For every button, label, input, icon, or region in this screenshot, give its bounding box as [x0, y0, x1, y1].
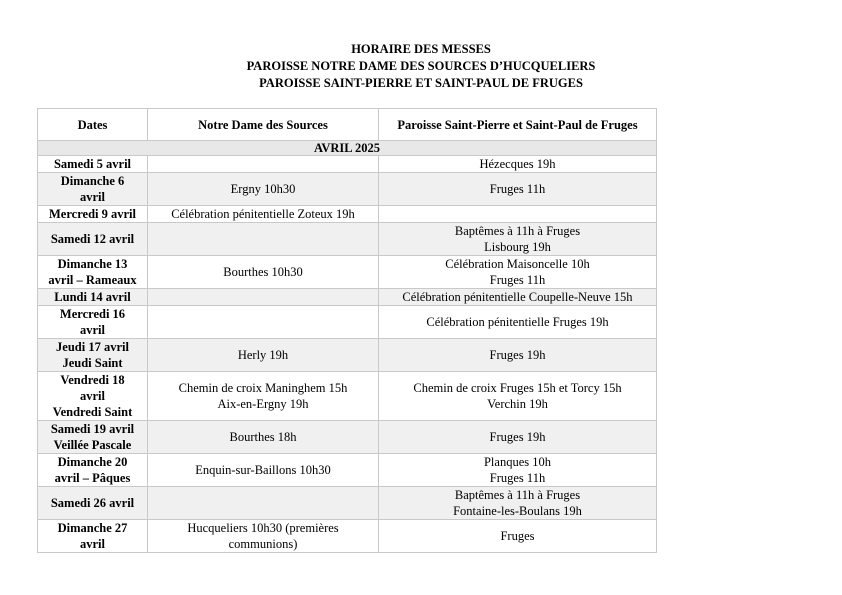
cell-date: [38, 339, 148, 372]
cell-notre-dame-des-sources-line: Bourthes 18h: [229, 430, 297, 444]
cell-date-line: Mercredi 16: [59, 307, 126, 321]
cell-date-line: Samedi 12 avril: [50, 232, 135, 246]
cell-date: [38, 289, 148, 306]
cell-saint-pierre-saint-paul: [379, 173, 657, 206]
cell-date-line: Samedi 19 avril: [50, 422, 135, 436]
header-spp-line: Saint-Paul de Fruges: [525, 117, 638, 132]
cell-date-line: avril – Rameaux: [48, 273, 137, 287]
document-titles: [0, 41, 842, 92]
cell-date-line: Jeudi Saint: [62, 356, 123, 370]
cell-saint-pierre-saint-paul: [379, 520, 657, 553]
cell-notre-dame-des-sources: [148, 256, 379, 289]
cell-notre-dame-des-sources: [148, 339, 379, 372]
cell-saint-pierre-saint-paul-line: Fontaine-les-Boulans 19h: [453, 504, 582, 518]
cell-date: [38, 372, 148, 421]
cell-notre-dame-des-sources: [148, 289, 379, 306]
cell-date-line: Dimanche 6: [60, 174, 125, 188]
table-row: [38, 487, 657, 520]
cell-date-line: Dimanche 20: [57, 455, 128, 469]
header-notre-dame-des-sources: Notre Dame des Sources: [148, 109, 379, 141]
cell-saint-pierre-saint-paul: [379, 306, 657, 339]
month-row: [38, 141, 657, 156]
table-row: [38, 372, 657, 421]
cell-notre-dame-des-sources-line: Enquin-sur-Baillons 10h30: [195, 463, 331, 477]
cell-date: [38, 223, 148, 256]
cell-saint-pierre-saint-paul-line: Célébration pénitentielle Coupelle-Neuve 15h: [402, 290, 633, 304]
cell-notre-dame-des-sources-line: Célébration pénitentielle Zoteux 19h: [171, 207, 355, 221]
cell-saint-pierre-saint-paul-line: Célébration pénitentielle Fruges 19h: [426, 315, 609, 329]
cell-date-line: Veillée Pascale: [53, 438, 132, 452]
cell-date-line: avril: [80, 389, 105, 403]
cell-saint-pierre-saint-paul-line: Fruges 19h: [489, 430, 546, 444]
cell-date: [38, 173, 148, 206]
cell-date-line: avril: [80, 323, 105, 337]
header-spp-line: Paroisse Saint-Pierre et: [397, 117, 523, 132]
cell-notre-dame-des-sources-line: Aix-en-Ergny 19h: [217, 397, 309, 411]
cell-saint-pierre-saint-paul: [379, 339, 657, 372]
cell-date: [38, 156, 148, 173]
cell-saint-pierre-saint-paul-line: Verchin 19h: [487, 397, 548, 411]
cell-saint-pierre-saint-paul-line: Lisbourg 19h: [484, 240, 551, 254]
cell-date: [38, 206, 148, 223]
table-row: [38, 306, 657, 339]
cell-date: [38, 256, 148, 289]
cell-saint-pierre-saint-paul-line: Hézecques 19h: [479, 157, 556, 171]
table-row: [38, 520, 657, 553]
cell-saint-pierre-saint-paul-line: Fruges: [500, 529, 535, 543]
cell-date: [38, 421, 148, 454]
cell-notre-dame-des-sources-line: Ergny 10h30: [230, 182, 296, 196]
mass-schedule-table: [37, 108, 657, 553]
table-row: [38, 206, 657, 223]
cell-date-line: Dimanche 13: [57, 257, 128, 271]
cell-notre-dame-des-sources-line: Chemin de croix Maninghem 15h: [178, 381, 348, 395]
cell-date: [38, 454, 148, 487]
cell-notre-dame-des-sources: [148, 223, 379, 256]
cell-date-line: Vendredi Saint: [52, 405, 133, 419]
cell-date: [38, 487, 148, 520]
cell-saint-pierre-saint-paul: [379, 206, 657, 223]
cell-date: [38, 520, 148, 553]
table-row: [38, 339, 657, 372]
cell-notre-dame-des-sources-line: communions): [228, 537, 298, 551]
cell-date-line: avril: [80, 537, 105, 551]
cell-date-line: Jeudi 17 avril: [56, 340, 129, 354]
cell-notre-dame-des-sources-line: Hucqueliers 10h30 (premières: [187, 521, 339, 535]
cell-saint-pierre-saint-paul: [379, 256, 657, 289]
cell-date: [38, 306, 148, 339]
table-row: [38, 156, 657, 173]
cell-notre-dame-des-sources: [148, 487, 379, 520]
cell-saint-pierre-saint-paul-line: Baptêmes à 11h à Fruges: [454, 488, 581, 502]
cell-saint-pierre-saint-paul-line: Planques 10h: [483, 455, 551, 469]
cell-saint-pierre-saint-paul-line: Chemin de croix Fruges 15h et Torcy 15h: [413, 381, 622, 395]
header-saint-pierre-saint-paul: [379, 109, 657, 141]
cell-date-line: avril: [80, 190, 105, 204]
cell-saint-pierre-saint-paul-line: Fruges 11h: [489, 273, 546, 287]
cell-date-line: Samedi 5 avril: [53, 157, 132, 171]
cell-saint-pierre-saint-paul: [379, 487, 657, 520]
cell-date-line: Samedi 26 avril: [50, 496, 135, 510]
title-parish-nds: PAROISSE NOTRE DAME DES SOURCES D’HUCQUELIERS: [246, 59, 596, 73]
cell-saint-pierre-saint-paul-line: Fruges 11h: [489, 471, 546, 485]
table-row: [38, 173, 657, 206]
cell-notre-dame-des-sources: [148, 520, 379, 553]
cell-notre-dame-des-sources: [148, 206, 379, 223]
cell-saint-pierre-saint-paul: [379, 289, 657, 306]
month-label: AVRIL 2025: [38, 141, 657, 156]
table-row: [38, 256, 657, 289]
cell-saint-pierre-saint-paul: [379, 421, 657, 454]
cell-date-line: avril – Pâques: [54, 471, 131, 485]
cell-saint-pierre-saint-paul: [379, 454, 657, 487]
title-main: HORAIRE DES MESSES: [351, 42, 491, 56]
cell-saint-pierre-saint-paul-line: Baptêmes à 11h à Fruges: [454, 224, 581, 238]
table-row: [38, 454, 657, 487]
cell-saint-pierre-saint-paul-line: Fruges 19h: [489, 348, 546, 362]
cell-date-line: Dimanche 27: [57, 521, 128, 535]
cell-saint-pierre-saint-paul: [379, 223, 657, 256]
table-row: [38, 289, 657, 306]
table-header-row: [38, 109, 657, 141]
cell-saint-pierre-saint-paul-line: Fruges 11h: [489, 182, 546, 196]
table-row: [38, 223, 657, 256]
cell-date-line: Mercredi 9 avril: [48, 207, 136, 221]
cell-notre-dame-des-sources: [148, 454, 379, 487]
table-row: [38, 421, 657, 454]
cell-notre-dame-des-sources: [148, 173, 379, 206]
cell-saint-pierre-saint-paul: [379, 156, 657, 173]
cell-date-line: Vendredi 18: [60, 373, 125, 387]
cell-notre-dame-des-sources: [148, 156, 379, 173]
title-parish-spp: PAROISSE SAINT-PIERRE ET SAINT-PAUL DE FRUGES: [259, 76, 583, 90]
cell-notre-dame-des-sources-line: Herly 19h: [237, 348, 289, 362]
cell-notre-dame-des-sources: [148, 372, 379, 421]
cell-date-line: Lundi 14 avril: [54, 290, 131, 304]
cell-notre-dame-des-sources-line: Bourthes 10h30: [223, 265, 303, 279]
header-dates: Dates: [38, 109, 148, 141]
cell-notre-dame-des-sources: [148, 421, 379, 454]
cell-saint-pierre-saint-paul-line: Célébration Maisoncelle 10h: [445, 257, 590, 271]
cell-saint-pierre-saint-paul: [379, 372, 657, 421]
cell-notre-dame-des-sources: [148, 306, 379, 339]
